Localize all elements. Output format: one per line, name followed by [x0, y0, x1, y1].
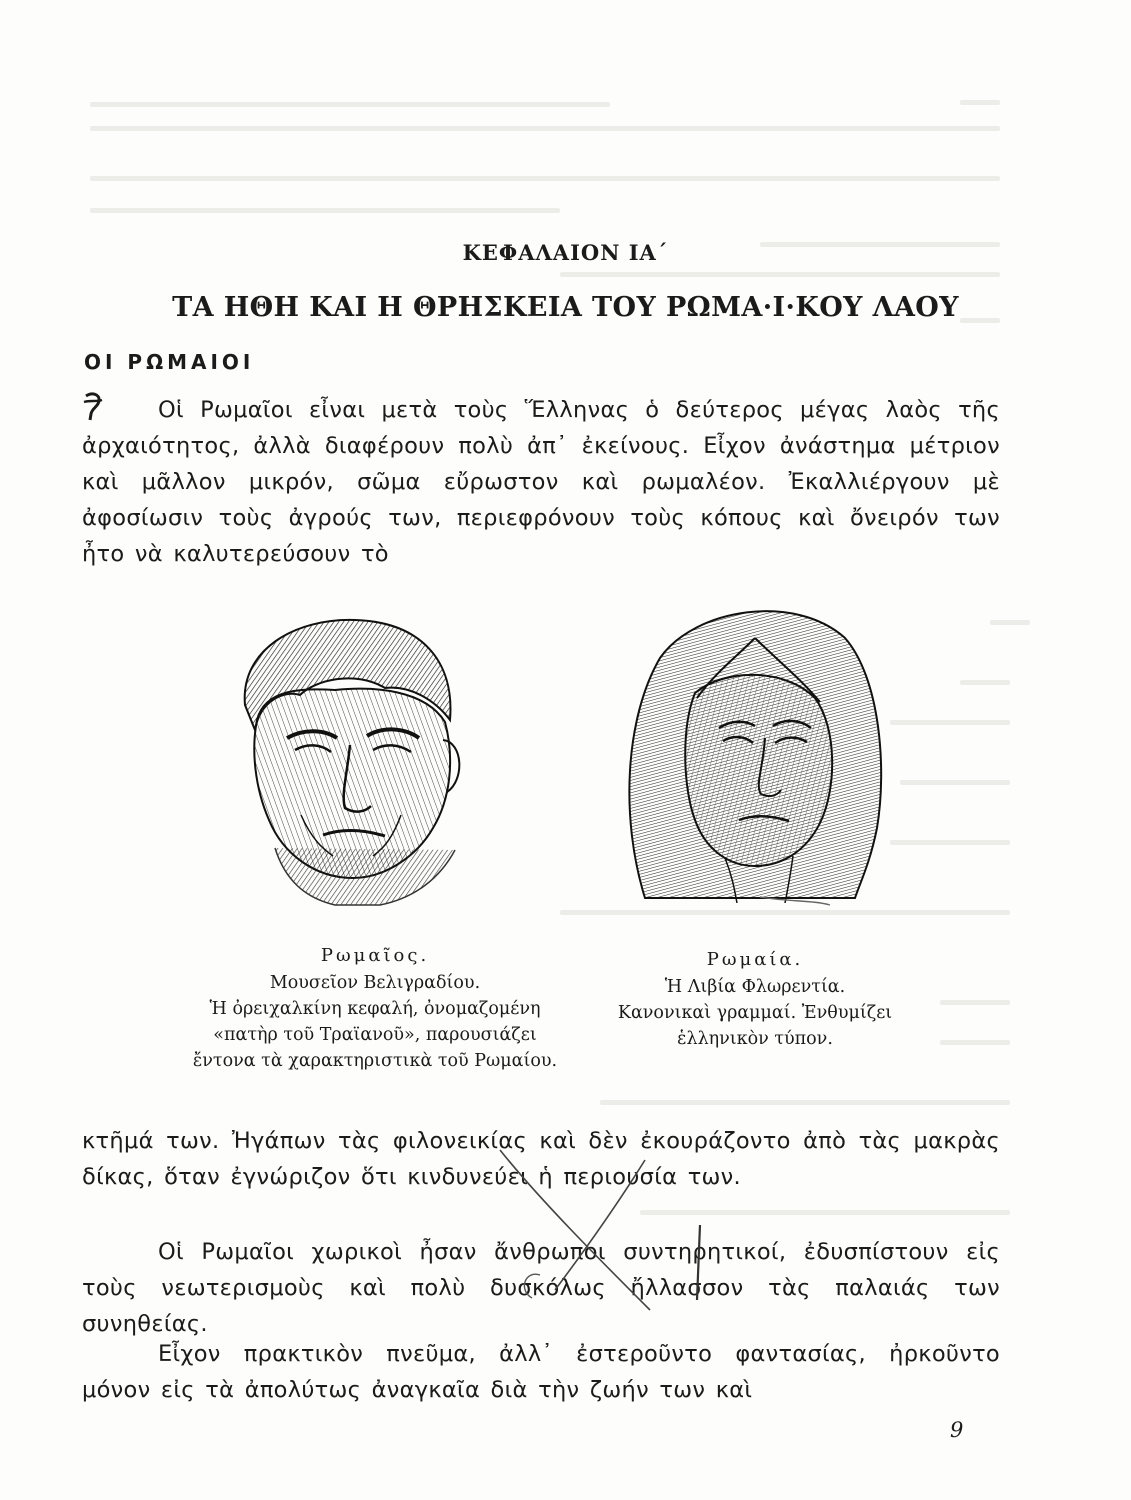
caption-line: Ἡ Λιβία Φλωρεντία. [664, 977, 846, 997]
roman-man-bust-image [205, 610, 495, 910]
caption-line: Ἡ ὀρειχαλκίνη κεφαλή, ὀνομαζομένη [209, 999, 541, 1019]
paragraph-practical-spirit: Εἶχον πρακτικὸν πνεῦμα, ἀλλ᾽ ἐστεροῦντο φαντασίας, ἠρκοῦντο μόνον εἰς τὰ ἀπολύτως ἀναγκαῖα διὰ τὴν ζωήν των καὶ [82, 1341, 1000, 1403]
caption-title: Ρωμαία. [706, 949, 804, 970]
paragraph-land-and-lawsuits: κτῆμά των. Ἠγάπων τὰς φιλονεικίας καὶ δὲν ἐκουράζοντο ἀπὸ τὰς μακρὰς δίκας, ὅταν ἐγνώριζον ὅτι κινδυνεύει ἡ περιουσία των. [82, 1128, 1000, 1190]
section-heading: ΟΙ ΡΩΜΑΙΟΙ [84, 350, 255, 374]
caption-line: ἔντονα τὰ χαρακτηριστικὰ τοῦ Ρωμαίου. [192, 1051, 558, 1071]
figure-caption-roman-woman [570, 947, 940, 1052]
figure-caption-roman-man [180, 943, 570, 1074]
caption-line: ἑλληνικὸν τύπον. [677, 1029, 833, 1049]
chapter-number: ΚΕΦΑΛΑΙΟΝ ΙΑ΄ [462, 240, 669, 265]
paragraph-conservative-peasants: Οἱ Ρωμαῖοι χωρικοὶ ἦσαν ἄνθρωποι συντηρητικοί, ἐδυσπίστουν εἰς τοὺς νεωτερισμοὺς καὶ πολὺ δυσκόλως ἤλλασσον τὰς παλαιάς των συνηθείας. [82, 1239, 1000, 1337]
caption-line: «πατὴρ τοῦ Τραϊανοῦ», παρουσιάζει [213, 1025, 537, 1045]
paragraph-romans-intro: Οἱ Ρωμαῖοι εἶναι μετὰ τοὺς Ἕλληνας ὁ δεύτερος μέγας λαὸς τῆς ἀρχαιότητος, ἀλλὰ διαφέρουν πολὺ ἀπ᾽ ἐκείνους. Εἶχον ἀνάστημα μέτριον καὶ μᾶλλον μικρόν, σῶμα εὔρωστον καὶ ρωμαλέον. Ἐκαλλιέργουν μὲ ἀφοσίωσιν τοὺς ἀγρούς των, περιεφρόνουν τοὺς κόπους καὶ ὄνειρόν των ἦτο νὰ καλυτερεύσουν τὸ [82, 397, 1000, 567]
page-number: 9 [950, 1418, 964, 1442]
caption-title: Ρωμαῖος. [320, 945, 430, 966]
chapter-title: ΤΑ ΗΘΗ ΚΑΙ Η ΘΡΗΣΚΕΙΑ ΤΟΥ ΡΩΜΑ·Ι·ΚΟΥ ΛΑΟΥ [172, 292, 959, 323]
caption-line: Κανονικαὶ γραμμαί. Ἐνθυμίζει [617, 1003, 893, 1023]
caption-line: Μουσεῖον Βελιγραδίου. [269, 973, 481, 993]
roman-woman-head-image [615, 598, 887, 903]
